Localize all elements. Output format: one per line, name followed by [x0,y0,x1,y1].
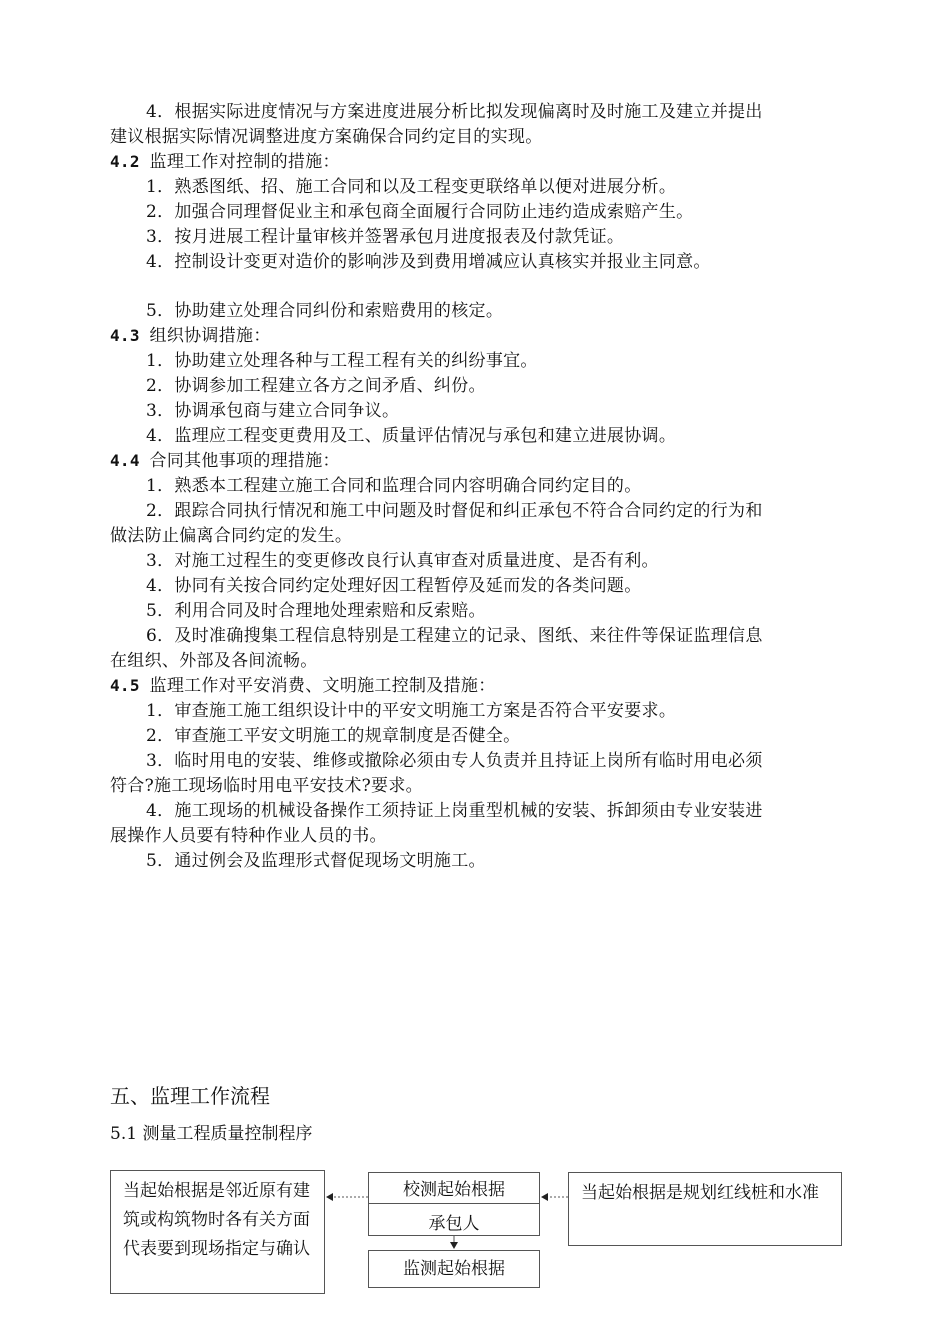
list-item-continuation: 符合?施工现场临时用电平安技术?要求。 [110,776,423,796]
section-number: 4.4 [110,451,140,470]
arrow-head-left [326,1193,333,1201]
section-heading-4-4 [110,449,340,473]
list-item: 1．熟悉本工程建立施工合同和监理合同内容明确合同约定目的。 [146,476,642,496]
list-item: 2．协调参加工程建立各方之间矛盾、纠份。 [146,376,486,396]
list-item: 3．对施工过程生的变更修改良行认真审查对质量进度、是否有利。 [146,551,659,571]
list-item-continuation: 做法防止偏离合同约定的发生。 [110,526,353,546]
list-item: 1．审查施工施工组织设计中的平安文明施工方案是否符合平安要求。 [146,701,677,721]
section-title: 监理工作对控制的措施： [149,152,340,172]
arrow-head-down [450,1242,458,1249]
subsection-heading: 5.1 测量工程质量控制程序 [110,1124,313,1144]
list-item-continuation: 在组织、外部及各间流畅。 [110,651,318,671]
list-item: 2．跟踪合同执行情况和施工中问题及时督促和纠正承包不符合合同约定的行为和 [146,501,763,521]
section-title: 合同其他事项的理措施： [149,451,340,471]
arrow-head-mid [541,1193,548,1201]
flow-box-monitor: 监测起始根据 [368,1250,540,1288]
list-item: 2．加强合同理督促业主和承包商全面履行合同防止违约造成索赔产生。 [146,202,694,222]
paragraph-line: 4．根据实际进度情况与方案进度进展分析比拟发现偏离时及时施工及建立并提出 [146,102,763,122]
section-number: 4.3 [110,326,140,345]
list-item: 4．控制设计变更对造价的影响涉及到费用增减应认真核实并报业主同意。 [146,252,711,272]
list-item: 2．审查施工平安文明施工的规章制度是否健全。 [146,726,521,746]
list-item: 4．施工现场的机械设备操作工须持证上岗重型机械的安装、拆卸须由专业安装进 [146,801,763,821]
section-title: 组织协调措施： [149,326,271,346]
section-number: 4.5 [110,676,140,695]
list-item: 5．利用合同及时合理地处理索赔和反索赔。 [146,601,486,621]
list-item-continuation: 展操作人员要有特种作业人员的书。 [110,826,387,846]
list-item: 5．通过例会及监理形式督促现场文明施工。 [146,851,486,871]
section-title: 监理工作对平安消费、文明施工控制及措施： [149,676,496,696]
flow-box-right: 当起始根据是规划红线桩和水准 [568,1172,842,1246]
list-item: 3．按月进展工程计量审核并签署承包月进度报表及付款凭证。 [146,227,625,247]
section-heading-4-3 [110,324,271,348]
chapter-heading: 五、监理工作流程 [110,1084,270,1108]
list-item: 6．及时准确搜集工程信息特别是工程建立的记录、图纸、来往件等保证监理信息 [146,626,763,646]
section-heading-4-5 [110,674,496,698]
flow-box-divider [369,1203,539,1204]
list-item: 1．熟悉图纸、招、施工合同和以及工程变更联络单以便对进展分析。 [146,177,677,197]
flow-box-verify-title: 校测起始根据 [403,1180,505,1200]
flow-box-verify-actor: 承包人 [428,1214,480,1234]
list-item: 1．协助建立处理各种与工程工程有关的纠纷事宜。 [146,351,538,371]
list-item: 4．监理应工程变更费用及工、质量评估情况与承包和建立进展协调。 [146,426,677,446]
section-heading-4-2 [110,150,340,174]
paragraph-line: 建议根据实际情况调整进度方案确保合同约定目的实现。 [110,127,543,147]
list-item: 3．协调承包商与建立合同争议。 [146,401,400,421]
list-item: 3．临时用电的安装、维修或撤除必须由专人负责并且持证上岗所有临时用电必须 [146,751,763,771]
flow-box-verify [368,1172,540,1236]
section-number: 4.2 [110,152,140,171]
list-item: 4．协同有关按合同约定处理好因工程暂停及延而发的各类问题。 [146,576,642,596]
flow-box-left: 当起始根据是邻近原有建筑或构筑物时各有关方面代表要到现场指定与确认 [110,1170,325,1294]
list-item: 5．协助建立处理合同纠份和索赔费用的核定。 [146,301,504,321]
